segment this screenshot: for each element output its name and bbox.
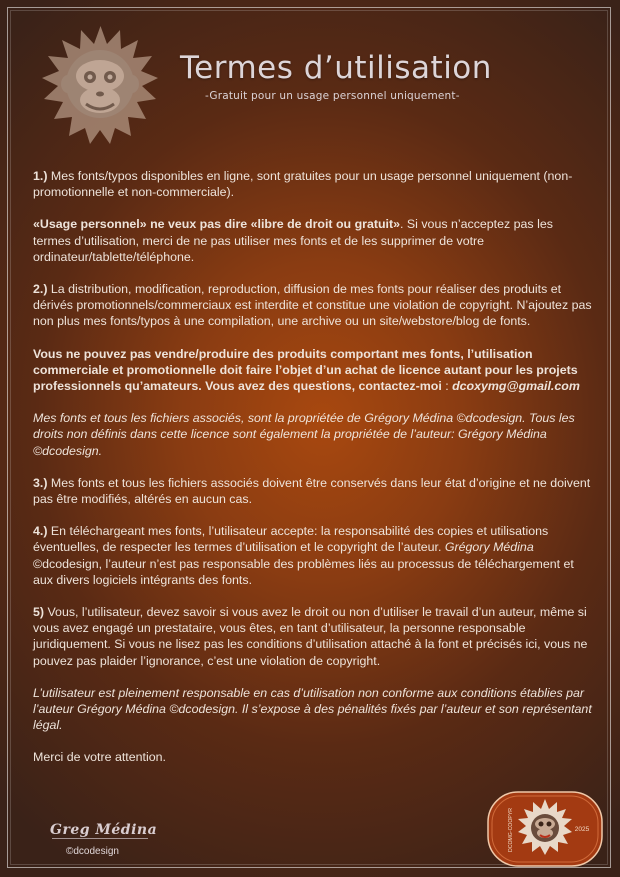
badge-year: 2025 [574,826,590,833]
section-text: En téléchargeant mes fonts, l’utilisateur accepte: la responsabilité des copies et utilisations éventuelles, de respecter les termes d’utilisation et le copyright de l’auteur. [33,524,549,555]
section-text: Mes fonts et tous les fichiers associés doivent être conservés dans leur état d’origine et ne doivent pas être modifiés, altérés en aucun cas. [33,475,591,507]
section-3 [33,475,593,507]
terms-content [33,168,593,782]
section-text: Vous, l’utilisateur, devez savoir si vous avez le droit ou non d’utiliser le travail d’un auteur, même si vous avez engagé un prestataire, vous êtes, en tant d’utilisateur, la personne responsable juridiquement. Si vous ne lisez pas les conditions d’utilisation attaché à la font et précisés ici, vous ne pouvez pas plaider l’ignorance, c’est une violation de copyright. [33,605,588,668]
section-text: Mes fonts/typos disponibles en ligne, sont gratuites pour un usage personnel uniquement (non-promotionnelle et non-commerciale). [33,169,573,200]
section-1 [33,168,593,200]
section-4 [33,523,593,588]
signature: Greg Médina [50,822,158,838]
section-text: . Si vous n’acceptez pas les termes d’utilisation, merci de ne pas utiliser mes fonts et de les supprimer de votre ordinateur/tablette/téléphone. [33,217,553,264]
section-text: La distribution, modification, reproduction, diffusion de mes fonts pour réaliser des produits et dérivés promotionnels/commerciaux est interdite et constitue une violation de copyright. N’ajoutez pas non plus mes fonts/typos à une compilation, une archive ou un site/webstore/blog de fonts. [33,282,592,329]
section-text-continued: ©dcodesign, l’auteur n’est pas responsable des problèmes liés au processus de téléchargement et aux divers logiciels intégrants des fonts. [33,556,574,587]
page-subtitle: -Gratuit pour un usage personnel uniquement- [205,90,460,102]
section-number: 3.) [33,475,48,490]
section-bold-text: Vous ne pouvez pas vendre/produire des produits comportant mes fonts, l’utilisation commerciale et promotionnelle doit faire l’objet d’un achat de licence autant pour les projets professionnels qu’amateurs. Vous avez des questions, contactez-moi [33,346,578,394]
section-number: 2.) [33,282,48,297]
section-number: 5) [33,605,45,620]
page-title: Termes d’utilisation [180,50,492,86]
section-selling [33,346,593,395]
section-number: 1.) [33,169,48,183]
section-number: 4.) [33,524,48,539]
signature-underline [52,838,148,839]
separator-text: : [441,379,453,394]
contact-email[interactable]: dcoxymg@gmail.com [452,379,580,394]
section-2 [33,281,593,330]
copyright-text: ©dcodesign [66,846,119,857]
author-name: Grégory Médina [444,540,534,555]
monkey-logo-icon [38,22,163,147]
section-bold-text: «Usage personnel» ne veux pas dire «libre de droit ou gratuit» [33,217,401,232]
monkey-badge-icon [486,790,604,868]
section-responsibility: L’utilisateur est pleinement responsable en cas d’utilisation non conforme aux conditions établies par l’auteur Grégory Médina ©dcodesign. Il s’expose à des pénalités fixés par l’auteur et son représentant légal. [33,685,592,733]
badge-side-text: DCOMG-COOPYR [508,807,514,853]
section-ownership: Mes fonts et tous les fichiers associés, sont la propriétée de Grégory Médina ©dcodesign. Tous les droits non définis dans cette licence sont également la propriétée de l’auteur: Grégory Médina ©dcodesign. [33,411,575,458]
section-5 [33,604,593,669]
thanks-line: Merci de votre attention. [33,750,166,765]
section-personal-use [33,216,593,265]
